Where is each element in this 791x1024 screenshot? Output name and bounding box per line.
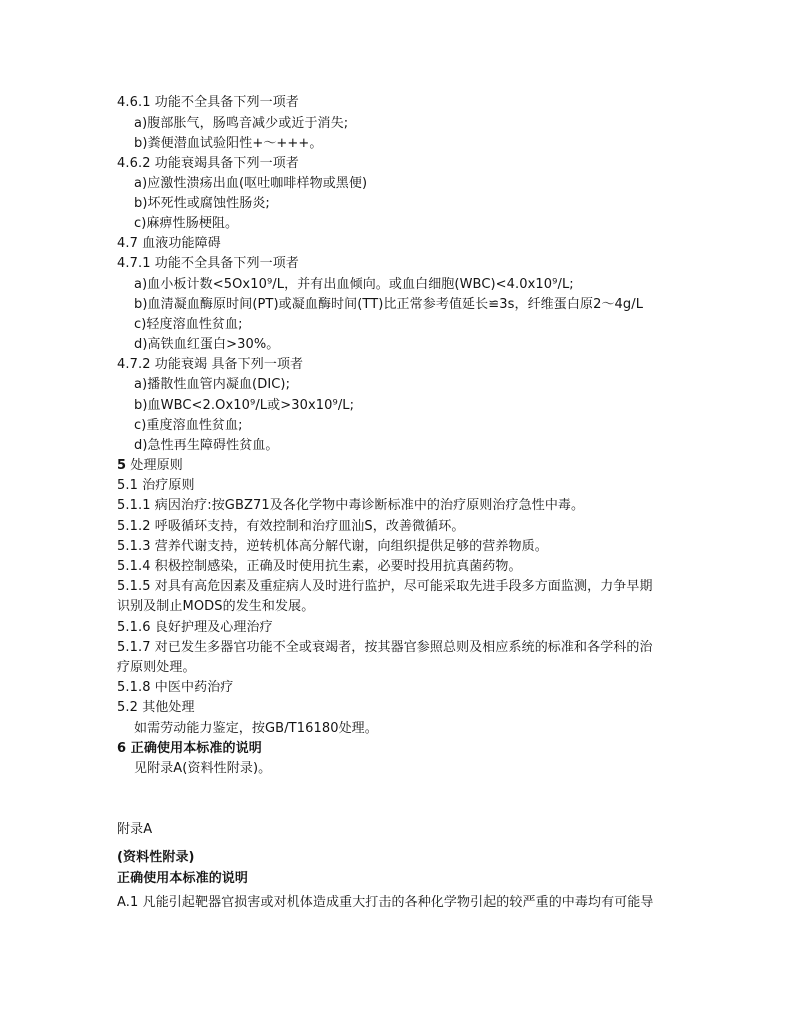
list-item: c)重度溶血性贫血; <box>134 418 243 433</box>
paragraph-5-1-4: 5.1.4 积极控制感染，正确及时使用抗生素，必要时投用抗真菌药物。 <box>117 559 522 574</box>
list-item: d)急性再生障碍性贫血。 <box>134 438 279 453</box>
paragraph-5-1-6: 5.1.6 良好护理及心理治疗 <box>117 620 273 635</box>
heading-4-7: 4.7 血液功能障碍 <box>117 236 221 251</box>
heading-section-6 <box>117 741 262 757</box>
heading-4-6-1: 4.6.1 功能不全具备下列一项者 <box>117 95 299 110</box>
heading-4-7-1: 4.7.1 功能不全具备下列一项者 <box>117 256 299 271</box>
paragraph-5-1-5-cont: 识别及制止MODS的发生和发展。 <box>117 599 315 614</box>
heading-4-6-2: 4.6.2 功能衰竭具备下列一项者 <box>117 156 299 171</box>
paragraph-5-1-1: 5.1.1 病因治疗:按GBZ71及各化学物中毒诊断标准中的治疗原则治疗急性中毒。 <box>117 498 585 513</box>
heading-5-1: 5.1 治疗原则 <box>117 478 195 493</box>
list-item: c)麻痹性肠梗阻。 <box>134 216 239 231</box>
paragraph-5-2: 如需劳动能力鉴定，按GB/T16180处理。 <box>134 721 378 736</box>
list-item: b)血清凝血酶原时间(PT)或凝血酶时间(TT)比正常参考值延长≌3s，纤维蛋白原2～4g/L <box>134 297 644 312</box>
section-number: 5 <box>117 458 127 473</box>
paragraph-6: 见附录A(资料性附录)。 <box>134 761 272 776</box>
section-number: 6 <box>117 741 127 756</box>
paragraph-5-1-3: 5.1.3 营养代谢支持，逆转机体高分解代谢，向组织提供足够的营养物质。 <box>117 539 548 554</box>
appendix-label: 附录A <box>117 822 153 837</box>
list-item: d)高铁血红蛋白>30%。 <box>134 337 280 352</box>
list-item: a)应激性溃疡出血(呕吐咖啡样物或黑便) <box>134 176 368 191</box>
section-title: 处理原则 <box>130 458 183 473</box>
section-title: 正确使用本标准的说明 <box>130 741 262 756</box>
paragraph-5-1-2: 5.1.2 呼吸循环支持，有效控制和治疗皿汕S，改善微循环。 <box>117 519 465 534</box>
heading-5-2: 5.2 其他处理 <box>117 700 195 715</box>
list-item: b)坏死性或腐蚀性肠炎; <box>134 196 270 211</box>
list-item: b)血WBC<2.Ox10⁹/L或>30x10⁹/L; <box>134 398 355 413</box>
list-item: a)血小板计数<5Ox10⁹/L，并有出血倾向。或血白细胞(WBC)<4.0x10⁹/L; <box>134 277 574 292</box>
paragraph-a-1: A.1 凡能引起靶器官损害或对机体造成重大打击的各种化学物引起的较严重的中毒均有可能导 <box>117 895 654 910</box>
appendix-type: (资料性附录) <box>117 850 195 865</box>
list-item: a)腹部胀气，肠鸣音减少或近于消失; <box>134 116 349 131</box>
appendix-title: 正确使用本标准的说明 <box>117 871 249 886</box>
list-item: a)播散性血管内凝血(DIC); <box>134 377 291 392</box>
heading-4-7-2: 4.7.2 功能衰竭 具备下列一项者 <box>117 357 304 372</box>
paragraph-5-1-5: 5.1.5 对具有高危因素及重症病人及时进行监护，尽可能采取先进手段多方面监测，力争早期 <box>117 579 653 594</box>
list-item: b)粪便潜血试验阳性+～+++。 <box>134 136 323 151</box>
paragraph-5-1-8: 5.1.8 中医中药治疗 <box>117 680 234 695</box>
paragraph-5-1-7: 5.1.7 对已发生多器官功能不全或衰竭者，按其器官参照总则及相应系统的标准和各学科的治 <box>117 640 653 655</box>
heading-section-5 <box>117 458 183 474</box>
list-item: c)轻度溶血性贫血; <box>134 317 243 332</box>
paragraph-5-1-7-cont: 疗原则处理。 <box>117 660 196 675</box>
